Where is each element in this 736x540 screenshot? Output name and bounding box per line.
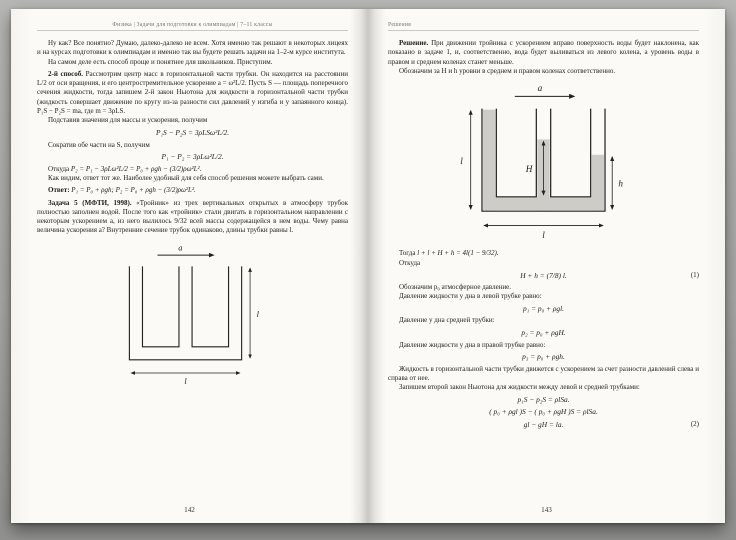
paragraph-then [388,249,699,258]
water-bottom-channel [483,198,604,210]
paragraph-left-tube: Давление жидкости у дна в левой трубке равно: [399,292,542,301]
equation-p2: P₂ = P₁ − 3ρLω²L/2 = P₀ + ρgh − (3/2)ρω²L². [70,164,202,173]
paragraph-intro: Ну как? Все понятно? Думаю, далеко-далеко не всем. Хотя именно так решают в некоторых лицеях и на курсах подготовки к олимпиадам и именно так вы будете решать задачи на 1–2-м курсе института. [37,39,348,57]
figure-trident-problem [37,242,348,390]
equation-row [388,304,699,314]
answer-lead: Ответ: [48,186,70,195]
page-left [11,9,368,523]
paragraph-right-tube: Давление жидкости у дна в правой трубке равно: [399,340,546,349]
equation-row [388,271,699,281]
trident-diagram [118,242,268,387]
acceleration-label: a⃗ [177,243,189,253]
water-left-tube [483,110,495,210]
page-left-body [37,39,348,390]
equation-row [388,407,699,417]
equation-newton-3: gl − gH = la. [523,419,564,429]
equation-p3: p₃ = p₀ + ρgh. [522,352,565,362]
equation-newton: P₁S − P₂S = 3ρLSω²L/2. [155,128,230,138]
paragraph-answer [37,186,348,195]
equation-row [388,328,699,338]
paragraph-newton: Запишем второй закон Ньютона для жидкости между левой и средней трубками: [399,383,640,392]
tube-outline [129,266,241,360]
figure-trident-solution [388,82,699,247]
equation-newton-1: p₁S − p₂S = ρlSa. [517,395,570,405]
page-number-right: 143 [541,506,552,514]
paragraph-whence: Откуда [399,258,421,267]
equation-pressure-diff: P₁ − P₂ = 3ρLω²L/2. [161,152,224,162]
equation-newton-2: ( p₀ + ρgl )S − ( p₀ + ρgH )S = ρlSa. [489,407,598,417]
level-label-h: h [618,178,623,189]
equation-number-1: (1) [690,270,699,279]
paragraph-substitute: Подставив значения для массы и ускорения, получим [48,116,208,125]
paragraph-same-answer: Как видим, ответ тот же. Наиболее удобный для себя способ решения можете выбрать сами. [48,173,324,182]
then-lead: Тогда [399,249,416,258]
equation-row [37,128,348,138]
book-spread [11,9,725,523]
paragraph-denote: Обозначим за H и h уровни в среднем и правом коленах соответственно. [399,66,616,75]
trident-water-diagram [451,82,636,244]
dimension-label-l-left: l [460,156,463,167]
equation-row [388,352,699,362]
equation-row [388,420,699,430]
task5-text: «Тройник» из трех вертикальных открытых в атмосферу трубок полностью заполнен водой. После того как «тройник» стали двигать в горизонтальном направлении с некоторым ускорением a, из него вылилось 9/32 всей массы содержащейся в нем воды. Чему равна величина ускорения a? Внутренние сечение трубок одинаково, длины трубки равны l. [37,198,348,235]
solution-text: При движении тройника с ускорением вправо поверхность воды будет наклонена, как показано в задаче 1, и, соответственно, вода будет выливаться из левого колена, а уровень воды в правом и среднем коленах станет меньше. [388,39,699,66]
page-right [368,9,725,523]
equation-total-length: l + l + H + h = 4l(1 − 9/32). [417,249,499,258]
whence-lead: Откуда [48,164,70,173]
paragraph-motion: Жидкость в горизонтальной части трубки движется с ускорением за счет разности давлений слева и справа от нее. [388,364,699,382]
answer-text: P₁ = P₀ + ρgh; P₂ = P₀ + ρgh − (3/2)ρω²L². [69,186,196,195]
task5-lead: Задача 5 (МФТИ, 1998). [48,198,132,207]
page-number-left: 142 [184,506,195,514]
paragraph-middle-tube: Давление у дна средней трубки: [399,316,495,325]
equation-row [388,395,699,405]
paragraph-p0: Обозначим p₀ атмосферное давление. [399,282,512,291]
paragraph-cancel: Сократив обе части на S, получим [48,140,150,149]
equation-number-2: (2) [690,419,699,428]
page-right-body [388,39,699,430]
equation-p2: p₂ = p₀ + ρgH. [521,328,566,338]
solution-lead: Решение. [399,39,429,47]
paragraph-solution [388,39,699,67]
running-header-left: Физика | Задачи для подготовки к олимпиадам | 7–11 классы [37,22,348,31]
dimension-label-l-bottom: l [183,376,187,386]
equation-row [37,152,348,162]
equation-H-plus-h: H + h = (7/8) l. [520,270,567,280]
paragraph-whence [37,165,348,174]
dimension-label-l-right: l [256,309,259,319]
dimension-label-l-bottom: l [542,230,545,241]
paragraph-method2 [37,70,348,116]
acceleration-label: a⃗ [537,83,550,94]
equation-p1: p₁ = p₀ + ρgl. [522,304,565,314]
method2-lead: 2-й способ. [48,69,84,78]
running-header-right: Решения [388,22,699,31]
paragraph-task5 [37,199,348,236]
level-label-H: H [525,164,533,175]
paragraph-intro2: На самом деле есть способ проще и понятнее для школьников. Приступим. [48,57,273,66]
method2-text: Рассмотрим центр масс в горизонтальной части трубки. Он находится на расстоянии L/2 от оси вращения, и его центростремительное ускорение a = ω²L/2. Пусть S — площадь поперечного сечения жидкости, тогда запишем 2-й закон Ньютона для жидкости в горизонтальной части трубки (жидкость совершает движение по кругу из-за разности сил давлений у изгиба и у запаянного конца). P₁S − P₂S = ma, где m = 3ρLS. [37,69,348,116]
